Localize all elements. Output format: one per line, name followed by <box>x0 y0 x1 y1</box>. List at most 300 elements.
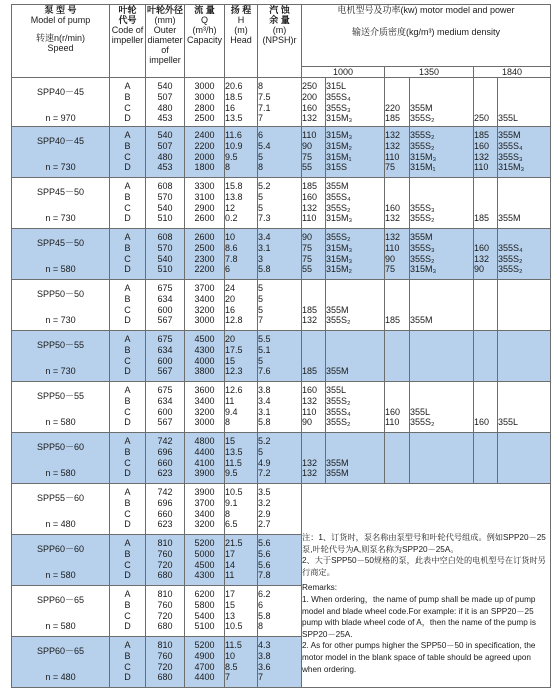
motor-1840 <box>498 382 550 396</box>
flow-cell <box>185 331 225 382</box>
flow: 3200 <box>194 304 215 315</box>
npsh: 8 <box>258 621 264 632</box>
power-1350: 160 <box>385 202 401 213</box>
flow: 3000 <box>194 315 215 326</box>
flow-cell <box>185 433 225 484</box>
power-1840 <box>474 294 497 305</box>
npsh: 5 <box>258 202 264 213</box>
head: 6.5 <box>225 519 238 530</box>
npsh: 5.8 <box>258 610 271 621</box>
header-npsh <box>258 5 302 78</box>
head: 17 <box>225 548 236 559</box>
flow: 1800 <box>194 162 215 173</box>
diameter: 567 <box>157 417 173 428</box>
model-cell <box>12 331 110 382</box>
motor-1840 <box>498 407 550 418</box>
power-1840 <box>474 192 497 203</box>
impeller-code-cell <box>110 433 146 484</box>
motor-1350 <box>410 331 473 345</box>
model-cell <box>12 178 110 229</box>
flow: 3400 <box>194 508 215 519</box>
motor-1840 <box>498 203 550 214</box>
motor-1000 <box>326 356 384 367</box>
npsh-cell <box>258 78 302 127</box>
power-1000: 75 <box>302 253 313 264</box>
diameter: 510 <box>157 213 173 224</box>
motor-1840 <box>498 280 550 294</box>
motor-1000: 315M₁ <box>326 151 352 162</box>
diameter: 623 <box>157 468 173 479</box>
motor-1350: 355S₂ <box>410 417 435 428</box>
power-1350 <box>385 294 409 305</box>
power-1000-cell <box>302 433 326 484</box>
pump-model: SPP60－60 <box>36 544 85 554</box>
power-1000-cell <box>302 229 326 280</box>
motor-1840: 355S₃ <box>498 151 523 162</box>
power-1350 <box>385 345 409 356</box>
power-1350 <box>385 331 409 345</box>
power-1000: 110 <box>302 213 317 224</box>
motor-1350-cell <box>410 382 474 433</box>
motor-1840: 355S₂ <box>498 264 523 275</box>
power-1840 <box>474 103 497 114</box>
motor-1350: 355S₂ <box>410 253 435 264</box>
flow: 3200 <box>194 519 215 530</box>
power-1840 <box>474 305 497 316</box>
flow: 2200 <box>194 140 215 151</box>
power-1350: 185 <box>385 113 401 124</box>
header-flow-unit: (m³/h) <box>192 25 217 35</box>
head: 11 <box>225 395 235 406</box>
power-1000: 160 <box>302 385 318 395</box>
head: 12.6 <box>225 385 243 395</box>
npsh: 5 <box>258 293 264 304</box>
flow: 3000 <box>194 81 215 91</box>
flow: 4100 <box>194 457 215 468</box>
motor-1840-cell <box>498 331 551 382</box>
flow-cell <box>185 382 225 433</box>
motor-1840: 355M <box>498 213 521 224</box>
motor-1350 <box>410 356 473 367</box>
impeller-code: A <box>124 436 131 446</box>
pump-speed: n = 730 <box>45 213 76 223</box>
motor-1350: 355M <box>410 315 433 326</box>
flow: 3100 <box>194 191 215 202</box>
power-1000: 160 <box>302 102 318 113</box>
head-cell <box>225 535 258 586</box>
flow: 2400 <box>194 130 215 140</box>
motor-1000: 315L <box>326 81 347 91</box>
motor-1000-cell <box>326 433 385 484</box>
diameter: 675 <box>157 385 173 395</box>
impeller-code-cell <box>110 586 146 637</box>
header-npsh-cn1: 汽 蚀 <box>269 5 290 15</box>
pump-model: SPP50－55 <box>36 391 85 401</box>
motor-1840: 355S₄ <box>498 242 523 253</box>
diameter-cell <box>146 637 185 688</box>
head-cell <box>225 382 258 433</box>
power-1350: 160 <box>385 406 401 417</box>
motor-1840 <box>498 229 550 243</box>
head: 9.5 <box>225 151 238 162</box>
power-1840 <box>474 315 497 326</box>
power-1350 <box>385 468 409 479</box>
motor-1350 <box>410 78 473 92</box>
impeller-code: D <box>124 162 131 173</box>
npsh: 6 <box>258 130 264 140</box>
npsh: 5.8 <box>258 264 271 275</box>
motor-1840 <box>498 294 550 305</box>
power-1840-cell <box>474 382 498 433</box>
power-1350 <box>385 78 409 92</box>
flow: 2500 <box>194 242 215 253</box>
power-1000 <box>302 447 325 458</box>
impeller-code: A <box>124 538 131 548</box>
pump-model: SPP60－65 <box>36 646 85 656</box>
header-head-cn: 扬 程 <box>230 5 252 15</box>
motor-1000: 355S₄ <box>326 91 351 102</box>
motor-1840 <box>498 92 550 103</box>
motor-1350-cell <box>410 331 474 382</box>
power-1000: 185 <box>302 181 318 191</box>
header-impeller-en1: Code of <box>111 25 144 35</box>
motor-1000: 315M₂ <box>326 140 353 151</box>
head-cell <box>225 178 258 229</box>
motor-1000: 355L <box>326 385 347 395</box>
diameter: 810 <box>157 538 173 548</box>
impeller-code: B <box>124 293 131 304</box>
motor-1350 <box>410 294 473 305</box>
power-1000: 132 <box>302 457 318 468</box>
impeller-code: A <box>124 81 131 91</box>
header-impeller-cn2: 代号 <box>118 15 137 25</box>
motor-1000-cell <box>326 280 385 331</box>
motor-1840: 355S₄ <box>498 140 523 151</box>
power-1840 <box>474 78 497 92</box>
motor-1350 <box>410 280 473 294</box>
pump-speed: n = 580 <box>45 570 76 580</box>
power-1840: 160 <box>474 242 490 253</box>
power-1000 <box>302 280 325 294</box>
power-1000: 75 <box>302 242 313 253</box>
power-1350: 132 <box>385 232 401 242</box>
diameter: 600 <box>157 406 173 417</box>
model-cell <box>12 78 110 127</box>
pump-group-row <box>12 433 551 484</box>
power-1840 <box>474 366 497 377</box>
npsh-cell <box>258 127 302 178</box>
npsh: 5.8 <box>258 417 271 428</box>
diameter: 760 <box>157 599 173 610</box>
motor-1840 <box>498 331 550 345</box>
npsh: 7.6 <box>258 366 271 377</box>
motor-1000: 315M₃ <box>326 130 353 140</box>
motor-1840-cell <box>498 433 551 484</box>
diameter: 600 <box>157 355 173 366</box>
model-cell <box>12 127 110 178</box>
npsh: 2.9 <box>258 508 271 519</box>
power-1840: 250 <box>474 113 490 124</box>
header-model <box>12 5 110 78</box>
diameter: 634 <box>157 344 173 355</box>
motor-1840 <box>498 192 550 203</box>
power-1350 <box>385 458 409 469</box>
impeller-code: C <box>124 304 131 315</box>
header-density-title: 输送介质密度(kg/m³) medium density <box>351 27 501 37</box>
diameter: 600 <box>157 304 173 315</box>
flow: 3400 <box>194 395 215 406</box>
power-1000-cell <box>302 78 326 127</box>
power-1350-cell <box>385 229 410 280</box>
power-1000: 75 <box>302 151 313 162</box>
pump-group-row <box>12 178 551 229</box>
npsh-cell <box>258 280 302 331</box>
power-1000-cell <box>302 280 326 331</box>
diameter: 675 <box>157 283 173 293</box>
diameter: 680 <box>157 672 173 683</box>
head-cell <box>225 127 258 178</box>
power-1840-cell <box>474 78 498 127</box>
pump-model: SPP50－50 <box>36 289 85 299</box>
header-npsh-cn2: 余 量 <box>269 15 290 25</box>
power-1350 <box>385 305 409 316</box>
impeller-code: C <box>124 457 131 468</box>
diameter-cell <box>146 280 185 331</box>
header-head-en: Head <box>230 35 252 45</box>
motor-1000: 355S₄ <box>326 406 351 417</box>
power-1000 <box>302 345 325 356</box>
flow: 5800 <box>194 599 215 610</box>
npsh: 6.2 <box>258 589 271 599</box>
motor-1000 <box>326 331 384 345</box>
diameter: 760 <box>157 650 173 661</box>
flow: 4900 <box>194 650 215 661</box>
motor-1350-cell <box>410 178 474 229</box>
pump-speed: n = 580 <box>45 264 76 274</box>
impeller-code: A <box>124 334 131 344</box>
power-1840-cell <box>474 331 498 382</box>
power-1840 <box>474 331 497 345</box>
header-flow-en: Capacity <box>186 35 222 45</box>
motor-1840: 355L <box>498 113 519 124</box>
impeller-code: C <box>124 559 131 570</box>
motor-1000: 315M₃ <box>326 253 353 264</box>
pump-speed: n = 580 <box>45 621 76 631</box>
flow: 3900 <box>194 487 215 497</box>
npsh: 5 <box>258 283 264 293</box>
diameter: 567 <box>157 315 173 326</box>
impeller-code: D <box>124 570 131 581</box>
npsh: 5 <box>258 355 264 366</box>
diameter: 680 <box>157 570 173 581</box>
impeller-code: C <box>124 610 131 621</box>
motor-1350: 355S₂ <box>410 140 435 151</box>
pump-group-row <box>12 229 551 280</box>
npsh: 3.1 <box>258 406 271 417</box>
density-1000: 1000 <box>302 67 385 78</box>
pump-model: SPP50－55 <box>36 340 85 350</box>
motor-1840 <box>498 468 550 479</box>
motor-1350 <box>410 192 473 203</box>
flow-cell <box>185 78 225 127</box>
impeller-code-cell <box>110 484 146 535</box>
pump-model: SPP45－50 <box>36 187 85 197</box>
diameter: 696 <box>157 446 173 457</box>
diameter: 696 <box>157 497 173 508</box>
npsh: 2.7 <box>258 519 271 530</box>
head: 10.9 <box>225 140 243 151</box>
power-1350 <box>385 447 409 458</box>
motor-1840 <box>498 315 550 326</box>
npsh: 5 <box>258 191 264 202</box>
pump-spec-table <box>11 4 551 688</box>
flow-cell <box>185 280 225 331</box>
diameter: 634 <box>157 293 173 304</box>
diameter: 660 <box>157 457 173 468</box>
npsh-cell <box>258 331 302 382</box>
head: 14 <box>225 559 236 570</box>
flow: 4500 <box>194 334 215 344</box>
header-diameter-unit: (mm) <box>154 15 176 25</box>
head-cell <box>225 586 258 637</box>
pump-group-row <box>12 127 551 178</box>
npsh: 5.1 <box>258 344 271 355</box>
head: 20 <box>225 334 236 344</box>
head: 8.5 <box>225 661 238 672</box>
power-1000 <box>302 331 325 345</box>
header-speed-en: Speed <box>47 43 74 53</box>
power-1000: 90 <box>302 417 313 428</box>
impeller-code: A <box>124 640 131 650</box>
power-1000: 185 <box>302 366 318 377</box>
diameter: 570 <box>157 242 173 253</box>
motor-1000 <box>326 345 384 356</box>
diameter-cell <box>146 586 185 637</box>
diameter: 742 <box>157 487 173 497</box>
head: 13 <box>225 610 236 621</box>
pump-model: SPP60－65 <box>36 595 85 605</box>
head: 11.5 <box>225 457 242 468</box>
header-speed-cn: 转速n(r/min) <box>36 33 85 43</box>
diameter: 810 <box>157 589 173 599</box>
impeller-code: C <box>124 202 131 213</box>
impeller-code: D <box>124 468 131 479</box>
header-diameter-cn: 叶轮外径 <box>146 5 183 15</box>
head-cell <box>225 484 258 535</box>
diameter: 608 <box>157 232 173 242</box>
pump-group-row <box>12 78 551 127</box>
pump-group-row <box>12 382 551 433</box>
power-1840: 132 <box>474 151 490 162</box>
diameter: 634 <box>157 395 173 406</box>
impeller-code: D <box>124 519 131 530</box>
flow-cell <box>185 535 225 586</box>
diameter: 507 <box>157 91 173 102</box>
diameter: 480 <box>157 151 173 162</box>
pump-speed: n = 730 <box>45 366 76 376</box>
impeller-code: A <box>124 589 131 599</box>
power-1840 <box>474 458 497 469</box>
power-1000-cell <box>302 331 326 382</box>
header-flow <box>185 5 225 78</box>
head: 13.5 <box>225 446 243 457</box>
motor-1000-cell <box>326 127 385 178</box>
npsh: 4.9 <box>258 457 271 468</box>
flow-cell <box>185 484 225 535</box>
remarks-cell <box>302 484 551 688</box>
header-model-en: Model of pump <box>30 15 91 25</box>
npsh-cell <box>258 637 302 688</box>
flow-cell <box>185 637 225 688</box>
density-1350: 1350 <box>385 67 474 78</box>
power-1840 <box>474 433 497 447</box>
impeller-code: B <box>124 548 131 559</box>
npsh: 3.8 <box>258 650 271 661</box>
head: 13.8 <box>225 191 243 202</box>
motor-1840 <box>498 178 550 192</box>
header-diameter-en4: impeller <box>149 55 181 65</box>
flow-cell <box>185 586 225 637</box>
flow: 4300 <box>194 570 215 581</box>
impeller-code: D <box>124 366 131 377</box>
impeller-code: B <box>124 140 131 151</box>
head: 7 <box>225 672 231 683</box>
power-1840: 185 <box>474 130 490 140</box>
npsh: 7.5 <box>258 91 271 102</box>
power-1840 <box>474 396 497 407</box>
power-1000: 160 <box>302 191 318 202</box>
pump-model: SPP50－60 <box>36 442 85 452</box>
power-1350: 185 <box>385 315 401 326</box>
header-npsh-unit: (m) <box>272 25 287 35</box>
power-1000: 132 <box>302 315 318 326</box>
motor-1350: 355M <box>410 232 433 242</box>
impeller-code: C <box>124 102 131 113</box>
power-1350: 90 <box>385 253 396 264</box>
head: 11.5 <box>225 640 242 650</box>
motor-1350-cell <box>410 280 474 331</box>
power-1840 <box>474 92 497 103</box>
remarks-title: Remarks: <box>302 583 338 593</box>
power-1350 <box>385 382 409 396</box>
header-head-unit: (m) <box>234 25 248 35</box>
impeller-code: C <box>124 355 131 366</box>
flow: 3900 <box>194 468 215 479</box>
motor-1350-cell <box>410 78 474 127</box>
motor-1350-cell <box>410 229 474 280</box>
flow: 3600 <box>194 385 215 395</box>
power-1840: 110 <box>474 162 489 173</box>
motor-1350 <box>410 447 473 458</box>
npsh: 5.2 <box>258 436 271 446</box>
motor-1350: 355S₂ <box>410 130 435 140</box>
head: 9.4 <box>225 406 238 417</box>
power-1350: 132 <box>385 140 401 151</box>
motor-1350: 355S₃ <box>410 202 435 213</box>
impeller-code: D <box>124 417 131 428</box>
head: 8 <box>225 508 231 519</box>
diameter: 540 <box>157 202 173 213</box>
motor-1000: 355S₄ <box>326 191 351 202</box>
header-row-main <box>12 5 551 67</box>
motor-1350 <box>410 345 473 356</box>
power-1350: 220 <box>385 102 401 113</box>
head: 17.5 <box>225 344 243 355</box>
npsh: 7 <box>258 113 264 124</box>
power-1350: 75 <box>385 264 396 275</box>
motor-1350 <box>410 458 473 469</box>
diameter: 453 <box>157 162 173 173</box>
